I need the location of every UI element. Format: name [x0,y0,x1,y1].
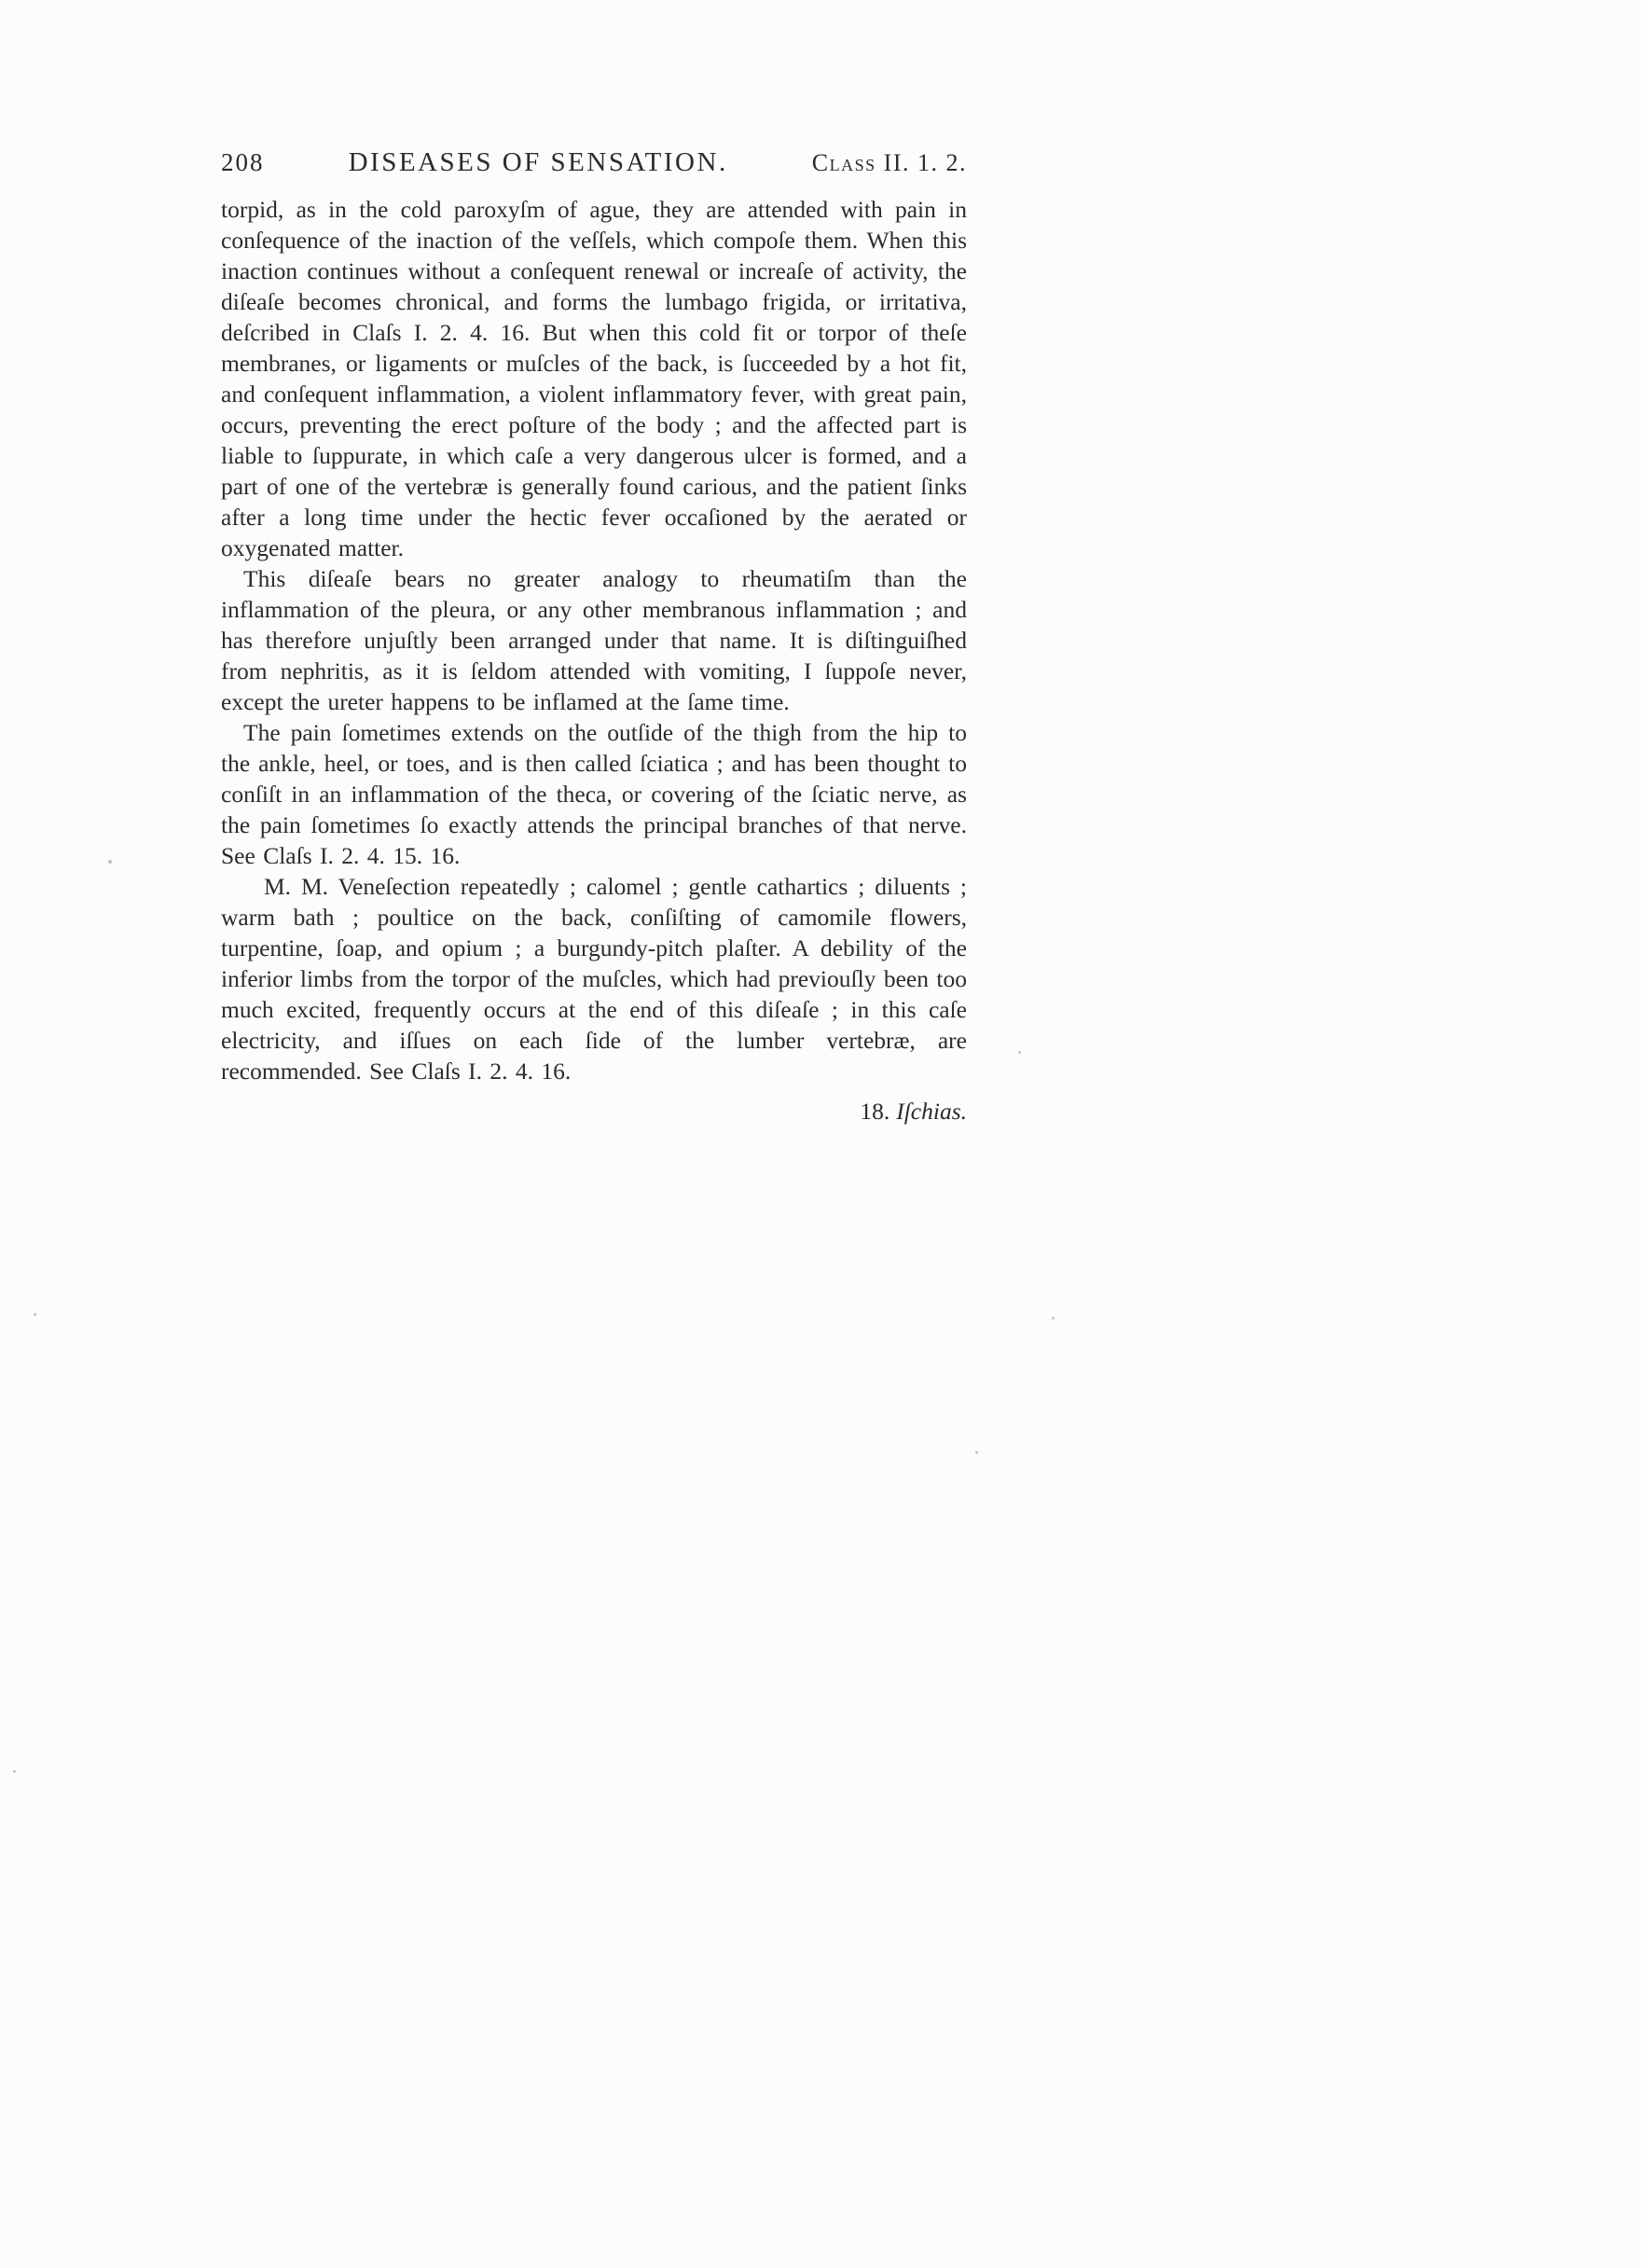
page-header [221,147,967,178]
paragraph: torpid, as in the cold paroxyſm of ague, they are attended with pain in conſequence of the inaction of the veſſels, which compoſe them. When this inaction continues without a conſequent renewal or increaſe of activity, the diſeaſe becomes chronical, and forms the lumbago frigida, or irritativa, deſcribed in Claſs I. 2. 4. 16. But when this cold fit or torpor of theſe membranes, or ligaments or muſcles of the back, is ſucceeded by a hot fit, and conſequent inflammation, a violent inflammatory fever, with great pain, occurs, preventing the erect poſture of the body ; and the affected part is liable to ſuppurate, in which caſe a very dangerous ulcer is formed, and a part of one of the vertebræ is generally found carious, and the patient ſinks after a long time under the hectic fever occaſioned by the aerated or oxygenated matter. [221,196,967,561]
scan-speck [13,1770,16,1773]
scan-speck [975,1451,978,1454]
paragraph: This diſeaſe bears no greater analogy to rheumatiſm than the inflammation of the pleura, or any other membranous inflammation ; and has therefore unjuſtly been arranged under that name. It is diſtinguiſhed from nephritis, as it is ſeldom attended with vomiting, I ſuppoſe never, except the ureter happens to be inflamed at the ſame time. [221,565,967,715]
scan-speck [108,860,112,864]
scan-speck [1018,1051,1021,1054]
paragraph: The pain ſometimes extends on the outſide of the thigh from the hip to the ankle, heel, or toes, and is then called ſciatica ; and has been thought to conſiſt in an inflammation of the theca, or covering of the ſciatic nerve, as the pain ſometimes ſo exactly attends the principal branches of that nerve. See Claſs I. 2. 4. 15. 16. [221,719,967,869]
page-content [221,147,967,1127]
scan-speck [1052,1317,1055,1320]
page-number: 208 [221,148,265,176]
scan-speck [34,1313,36,1316]
catchword-number: 18. [860,1098,890,1125]
catchword-title: Iſchias. [896,1098,967,1125]
page-title: DISEASES OF SENSATION. [348,147,728,177]
paragraph: M. M. Veneſection repeatedly ; calomel ; gentle cathartics ; diluents ; warm bath ; poultice on the back, conſiſting of camomile flowers, turpentine, ſoap, and opium ; a burgundy-pitch plaſter. A debility of the inferior limbs from the torpor of the muſcles, which had previouſly been too much excited, frequently occurs at the end of this diſeaſe ; in this caſe electricity, and iſſues on each ſide of the lumber vertebræ, are recommended. See Claſs I. 2. 4. 16. [221,873,967,1085]
class-mark: Class II. 1. 2. [811,149,967,176]
page-body [221,194,967,1086]
catchword [221,1096,967,1127]
